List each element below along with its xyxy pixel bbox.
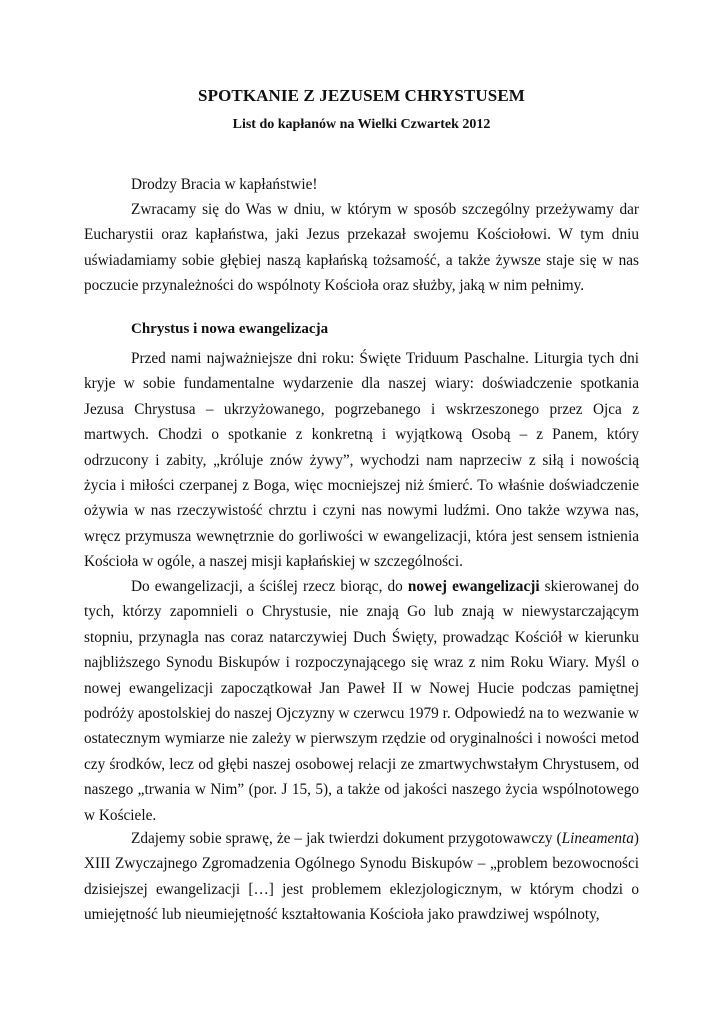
paragraph-1: Zwracamy się do Was w dniu, w którym w sposób szczególny przeżywamy dar Eucharystii oraz kapłaństwa, jaki Jezus przekazał swojemu Kościołowi. W tym dniu uświadamiamy sobie głębiej naszą kapłańską tożsamość, a także żywsze staje się w nas poczucie przynależności do wspólnoty Kościoła oraz służby, jaką w nim pełnimy.	[84, 201, 639, 295]
document-subtitle: List do kapłanów na Wielki Czwartek 2012	[232, 117, 491, 132]
greeting: Drodzy Bracia w kapłaństwie!	[131, 176, 318, 193]
section-heading: Chrystus i nowa ewangelizacja	[131, 321, 329, 337]
paragraph-3-end: skierowanej do tych, którzy zapomnieli o Chrystusie, nie znają Go lub znają w niewystarczającym stopniu, przynagla nas coraz natarczywiej Duch Święty, prowadząc Kościół w kierunku najbliższego Synodu Biskupów i rozpoczynającego się wraz z nim Roku Wiary. Myśl o nowej ewangelizacji zapoczątkował Jan Paweł II w Nowej Hucie podczas pamiętnej podróży apostolskiej do naszej Ojczyzny w czerwcu 1979 r. Odpowiedź na to wezwanie w ostatecznym wymiarze nie zależy w pierwszym rzędzie od oryginalności i nowości metod czy środków, lecz od głębi naszej osobowej relacji ze zmartwychwstałym Chrystusem, od naszego „trwania w Nim” (por. J 15, 5), a także od jakości naszego życia wspólnotowego w Kościele.	[84, 578, 639, 824]
paragraph-4-start: Zdajemy sobie sprawę, że – jak twierdzi dokument przygotowawczy (	[131, 830, 562, 847]
document-title: SPOTKANIE Z JEZUSEM CHRYSTUSEM	[198, 86, 525, 105]
paragraph-4-italic: Lineamenta	[561, 830, 634, 847]
paragraph-4-end: ) XIII Zwyczajnego Zgromadzenia Ogólnego Synodu Biskupów – „problem bezowocności dzisiejszej ewangelizacji […] jest problemem eklezjologicznym, w którym chodzi o umiejętność lub nieumiejętność kształtowania Kościoła jako prawdziwej wspólnoty,	[84, 830, 639, 924]
paragraph-3-bold: nowej ewangelizacji	[407, 578, 540, 595]
paragraph-2: Przed nami najważniejsze dni roku: Święte Triduum Paschalne. Liturgia tych dni kryje w sobie fundamentalne wydarzenie dla naszej wiary: doświadczenie spotkania Jezusa Chrystusa – ukrzyżowanego, pogrzebanego i wskrzeszonego przez Ojca z martwych. Chodzi o spotkanie z konkretną i wyjątkową Osobą – z Panem, który odrzucony i zabity, „króluje znów żywy”, wychodzi nam naprzeciw z siłą i nowością życia i miłości czerpanej z Boga, więc mocniejszej niż śmierć. To właśnie doświadczenie ożywia w nas rzeczywistość chrztu i czyni nas nowymi ludźmi. Ono także wzywa nas, wręcz przymusza wewnętrznie do gorliwości w ewangelizacji, która jest sensem istnienia Kościoła w ogóle, a naszej misji kapłańskiej w szczególności.	[84, 350, 639, 571]
paragraph-4	[84, 826, 639, 928]
paragraph-3	[84, 574, 639, 828]
paragraph-3-start: Do ewangelizacji, a ściślej rzecz biorąc, do	[131, 578, 408, 595]
